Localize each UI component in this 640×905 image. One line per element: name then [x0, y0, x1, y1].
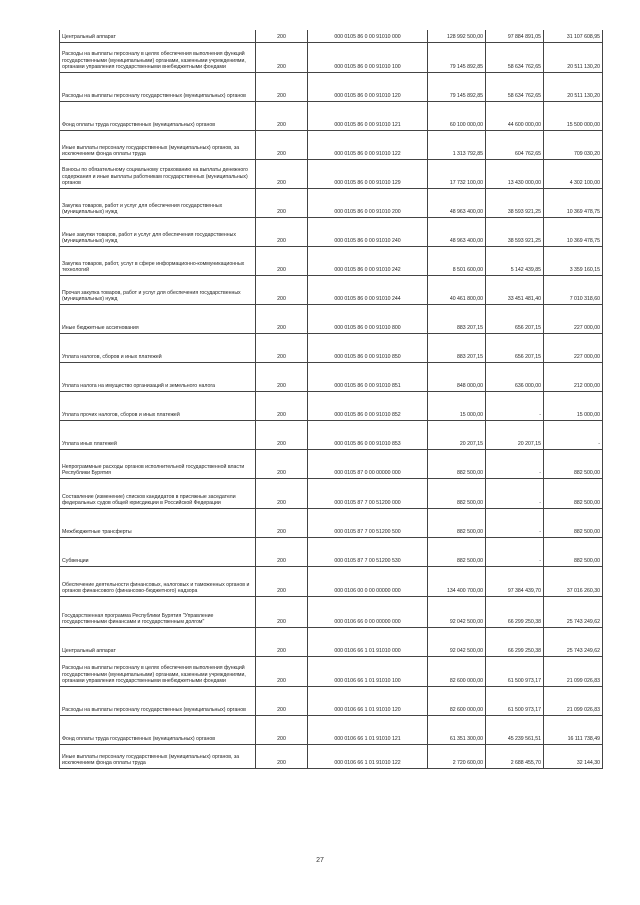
row-executed-amount-cell: 45 239 561,51 — [486, 715, 544, 744]
budget-execution-table — [59, 30, 603, 769]
row-name-cell: Субвенции — [60, 537, 256, 566]
row-classification-cell: 000 0105 86 0 00 91010 200 — [308, 188, 428, 217]
row-code-cell: 200 — [256, 449, 308, 478]
row-executed-amount-cell: - — [486, 391, 544, 420]
row-classification-cell: 000 0106 66 0 00 00000 000 — [308, 596, 428, 627]
row-unexecuted-amount-cell: 882 500,00 — [544, 537, 603, 566]
row-classification-cell: 000 0106 66 1 01 91010 120 — [308, 686, 428, 715]
row-executed-amount-cell: 20 207,15 — [486, 420, 544, 449]
table-row — [60, 596, 603, 627]
row-approved-amount-cell: 48 963 400,00 — [428, 188, 486, 217]
row-unexecuted-amount-cell: - — [544, 420, 603, 449]
row-executed-amount-cell: 604 762,65 — [486, 130, 544, 159]
row-name-cell: Государственная программа Республики Бурятия "Управление государственными финансами и государственным долгом" — [60, 596, 256, 627]
table-row — [60, 275, 603, 304]
row-code-cell: 200 — [256, 217, 308, 246]
row-name-cell: Обеспечение деятельности финансовых, налоговых и таможенных органов и органов финансового (финансово-бюджетного) надзора — [60, 566, 256, 596]
row-classification-cell: 000 0106 66 1 01 91010 121 — [308, 715, 428, 744]
row-executed-amount-cell: - — [486, 449, 544, 478]
row-classification-cell: 000 0105 87 7 00 51200 530 — [308, 537, 428, 566]
row-executed-amount-cell: 97 884 891,05 — [486, 30, 544, 42]
row-code-cell: 200 — [256, 656, 308, 686]
table-row — [60, 188, 603, 217]
row-classification-cell: 000 0105 86 0 00 91010 851 — [308, 362, 428, 391]
row-executed-amount-cell: 58 634 762,65 — [486, 72, 544, 101]
row-classification-cell: 000 0105 86 0 00 91010 800 — [308, 304, 428, 333]
row-classification-cell: 000 0105 86 0 00 91010 240 — [308, 217, 428, 246]
row-code-cell: 200 — [256, 101, 308, 130]
row-name-cell: Расходы на выплаты персоналу государственных (муниципальных) органов — [60, 72, 256, 101]
row-name-cell: Уплата иных платежей — [60, 420, 256, 449]
row-unexecuted-amount-cell: 21 099 026,83 — [544, 686, 603, 715]
row-approved-amount-cell: 61 351 300,00 — [428, 715, 486, 744]
row-approved-amount-cell: 2 720 600,00 — [428, 744, 486, 768]
row-unexecuted-amount-cell: 882 500,00 — [544, 508, 603, 537]
row-name-cell: Прочая закупка товаров, работ и услуг для обеспечения государственных (муниципальных) нужд — [60, 275, 256, 304]
row-classification-cell: 000 0105 86 0 00 91010 850 — [308, 333, 428, 362]
table-row — [60, 101, 603, 130]
row-unexecuted-amount-cell: 709 030,20 — [544, 130, 603, 159]
table-row — [60, 566, 603, 596]
row-approved-amount-cell: 134 400 700,00 — [428, 566, 486, 596]
row-classification-cell: 000 0106 00 0 00 00000 000 — [308, 566, 428, 596]
row-executed-amount-cell: - — [486, 537, 544, 566]
row-unexecuted-amount-cell: 15 500 000,00 — [544, 101, 603, 130]
row-code-cell: 200 — [256, 537, 308, 566]
row-classification-cell: 000 0106 66 1 01 91010 100 — [308, 656, 428, 686]
row-executed-amount-cell: 58 634 762,65 — [486, 42, 544, 72]
row-name-cell: Уплата налога на имущество организаций и земельного налога — [60, 362, 256, 391]
row-name-cell: Межбюджетные трансферты — [60, 508, 256, 537]
row-unexecuted-amount-cell: 227 000,00 — [544, 304, 603, 333]
row-approved-amount-cell: 15 000,00 — [428, 391, 486, 420]
row-approved-amount-cell: 848 000,00 — [428, 362, 486, 391]
row-executed-amount-cell: 44 600 000,00 — [486, 101, 544, 130]
table-row — [60, 627, 603, 656]
row-unexecuted-amount-cell: 31 107 608,95 — [544, 30, 603, 42]
row-classification-cell: 000 0106 66 1 01 91010 122 — [308, 744, 428, 768]
row-classification-cell: 000 0105 86 0 00 91010 244 — [308, 275, 428, 304]
row-classification-cell: 000 0106 66 1 01 91010 000 — [308, 627, 428, 656]
row-approved-amount-cell: 92 042 500,00 — [428, 627, 486, 656]
row-executed-amount-cell: 66 299 250,38 — [486, 627, 544, 656]
table-body — [60, 30, 603, 768]
row-executed-amount-cell: 656 207,15 — [486, 304, 544, 333]
row-executed-amount-cell: 33 451 481,40 — [486, 275, 544, 304]
row-executed-amount-cell: 656 207,15 — [486, 333, 544, 362]
row-classification-cell: 000 0105 86 0 00 91010 129 — [308, 159, 428, 188]
row-executed-amount-cell: 61 500 973,17 — [486, 686, 544, 715]
row-approved-amount-cell: 882 500,00 — [428, 449, 486, 478]
row-unexecuted-amount-cell: 10 369 478,75 — [544, 188, 603, 217]
table-row — [60, 508, 603, 537]
row-name-cell: Составление (изменение) списков кандидатов в присяжные заседатели федеральных судов общей юрисдикции в Российской Федерации — [60, 478, 256, 508]
row-unexecuted-amount-cell: 32 144,30 — [544, 744, 603, 768]
row-executed-amount-cell: 61 500 973,17 — [486, 656, 544, 686]
table-row — [60, 686, 603, 715]
row-unexecuted-amount-cell: 882 500,00 — [544, 449, 603, 478]
table-row — [60, 30, 603, 42]
table-row — [60, 159, 603, 188]
row-executed-amount-cell: - — [486, 478, 544, 508]
row-approved-amount-cell: 92 042 500,00 — [428, 596, 486, 627]
row-executed-amount-cell: 97 384 439,70 — [486, 566, 544, 596]
row-unexecuted-amount-cell: 212 000,00 — [544, 362, 603, 391]
table-row — [60, 715, 603, 744]
row-code-cell: 200 — [256, 42, 308, 72]
table-row — [60, 130, 603, 159]
row-code-cell: 200 — [256, 627, 308, 656]
row-code-cell: 200 — [256, 686, 308, 715]
row-classification-cell: 000 0105 87 0 00 00000 000 — [308, 449, 428, 478]
row-unexecuted-amount-cell: 15 000,00 — [544, 391, 603, 420]
row-name-cell: Центральный аппарат — [60, 627, 256, 656]
table-row — [60, 391, 603, 420]
row-name-cell: Расходы на выплаты персоналу государственных (муниципальных) органов — [60, 686, 256, 715]
row-code-cell: 200 — [256, 391, 308, 420]
row-name-cell: Фонд оплаты труда государственных (муниципальных) органов — [60, 101, 256, 130]
table-row — [60, 744, 603, 768]
table-row — [60, 478, 603, 508]
row-name-cell: Расходы на выплаты персоналу в целях обеспечения выполнения функций государственными (муниципальными) органами, казенными учреждениями, органами управления государственными внебюджетными фондами — [60, 656, 256, 686]
row-approved-amount-cell: 40 461 800,00 — [428, 275, 486, 304]
row-code-cell: 200 — [256, 333, 308, 362]
row-unexecuted-amount-cell: 25 743 249,62 — [544, 627, 603, 656]
row-name-cell: Закупка товаров, работ и услуг для обеспечения государственных (муниципальных) нужд — [60, 188, 256, 217]
row-executed-amount-cell: 13 430 000,00 — [486, 159, 544, 188]
row-unexecuted-amount-cell: 20 511 130,20 — [544, 42, 603, 72]
row-executed-amount-cell: 636 000,00 — [486, 362, 544, 391]
row-approved-amount-cell: 128 992 500,00 — [428, 30, 486, 42]
row-executed-amount-cell: 38 593 921,25 — [486, 188, 544, 217]
table-row — [60, 217, 603, 246]
table-row — [60, 333, 603, 362]
row-code-cell: 200 — [256, 420, 308, 449]
row-approved-amount-cell: 48 963 400,00 — [428, 217, 486, 246]
row-code-cell: 200 — [256, 566, 308, 596]
row-name-cell: Иные выплаты персоналу государственных (муниципальных) органов, за исключением фонда оплаты труда — [60, 130, 256, 159]
row-approved-amount-cell: 79 145 892,85 — [428, 42, 486, 72]
row-code-cell: 200 — [256, 72, 308, 101]
row-approved-amount-cell: 883 207,15 — [428, 333, 486, 362]
row-name-cell: Фонд оплаты труда государственных (муниципальных) органов — [60, 715, 256, 744]
row-approved-amount-cell: 882 500,00 — [428, 478, 486, 508]
row-classification-cell: 000 0105 86 0 00 91010 120 — [308, 72, 428, 101]
row-executed-amount-cell: 38 593 921,25 — [486, 217, 544, 246]
table-row — [60, 537, 603, 566]
row-classification-cell: 000 0105 86 0 00 91010 100 — [308, 42, 428, 72]
table-row — [60, 449, 603, 478]
row-executed-amount-cell: 5 142 439,85 — [486, 246, 544, 275]
row-approved-amount-cell: 882 500,00 — [428, 537, 486, 566]
row-classification-cell: 000 0105 86 0 00 91010 121 — [308, 101, 428, 130]
row-unexecuted-amount-cell: 37 016 260,30 — [544, 566, 603, 596]
row-name-cell: Уплата налогов, сборов и иных платежей — [60, 333, 256, 362]
page-number: 27 — [316, 857, 324, 864]
row-approved-amount-cell: 82 600 000,00 — [428, 656, 486, 686]
row-unexecuted-amount-cell: 25 743 249,62 — [544, 596, 603, 627]
row-code-cell: 200 — [256, 246, 308, 275]
row-unexecuted-amount-cell: 3 359 160,15 — [544, 246, 603, 275]
row-classification-cell: 000 0105 87 7 00 51200 500 — [308, 508, 428, 537]
row-code-cell: 200 — [256, 508, 308, 537]
row-code-cell: 200 — [256, 159, 308, 188]
row-code-cell: 200 — [256, 362, 308, 391]
row-classification-cell: 000 0105 87 7 00 51200 000 — [308, 478, 428, 508]
row-name-cell: Непрограммные расходы органов исполнительной государственной власти Республики Бурятия — [60, 449, 256, 478]
row-unexecuted-amount-cell: 7 010 318,60 — [544, 275, 603, 304]
row-name-cell: Иные выплаты персоналу государственных (муниципальных) органов, за исключением фонда оплаты труда — [60, 744, 256, 768]
row-code-cell: 200 — [256, 130, 308, 159]
row-name-cell: Уплата прочих налогов, сборов и иных платежей — [60, 391, 256, 420]
row-unexecuted-amount-cell: 4 302 100,00 — [544, 159, 603, 188]
table-row — [60, 420, 603, 449]
row-executed-amount-cell: 66 299 250,38 — [486, 596, 544, 627]
row-name-cell: Иные бюджетные ассигнования — [60, 304, 256, 333]
row-classification-cell: 000 0105 86 0 00 91010 242 — [308, 246, 428, 275]
row-approved-amount-cell: 60 100 000,00 — [428, 101, 486, 130]
row-code-cell: 200 — [256, 188, 308, 217]
row-code-cell: 200 — [256, 275, 308, 304]
row-classification-cell: 000 0105 86 0 00 91010 000 — [308, 30, 428, 42]
row-code-cell: 200 — [256, 596, 308, 627]
row-approved-amount-cell: 8 501 600,00 — [428, 246, 486, 275]
table-row — [60, 72, 603, 101]
row-approved-amount-cell: 20 207,15 — [428, 420, 486, 449]
row-code-cell: 200 — [256, 30, 308, 42]
row-code-cell: 200 — [256, 715, 308, 744]
row-executed-amount-cell: 2 688 455,70 — [486, 744, 544, 768]
row-classification-cell: 000 0105 86 0 00 91010 852 — [308, 391, 428, 420]
row-unexecuted-amount-cell: 10 369 478,75 — [544, 217, 603, 246]
row-name-cell: Расходы на выплаты персоналу в целях обеспечения выполнения функций государственными (муниципальными) органами, казенными учреждениями, органами управления государственными внебюджетными фондами — [60, 42, 256, 72]
row-unexecuted-amount-cell: 21 099 026,83 — [544, 656, 603, 686]
row-executed-amount-cell: - — [486, 508, 544, 537]
table-row — [60, 656, 603, 686]
row-name-cell: Центральный аппарат — [60, 30, 256, 42]
row-name-cell: Взносы по обязательному социальному страхованию на выплаты денежного содержания и иные выплаты работникам государственных (муниципальных) органов — [60, 159, 256, 188]
table-row — [60, 42, 603, 72]
table-row — [60, 246, 603, 275]
row-code-cell: 200 — [256, 744, 308, 768]
row-approved-amount-cell: 17 732 100,00 — [428, 159, 486, 188]
row-approved-amount-cell: 883 207,15 — [428, 304, 486, 333]
row-approved-amount-cell: 82 600 000,00 — [428, 686, 486, 715]
table-row — [60, 362, 603, 391]
row-approved-amount-cell: 79 145 892,85 — [428, 72, 486, 101]
row-name-cell: Закупка товаров, работ, услуг в сфере информационно-коммуникационных технологий — [60, 246, 256, 275]
row-code-cell: 200 — [256, 478, 308, 508]
table-row — [60, 304, 603, 333]
row-classification-cell: 000 0105 86 0 00 91010 122 — [308, 130, 428, 159]
row-unexecuted-amount-cell: 882 500,00 — [544, 478, 603, 508]
row-unexecuted-amount-cell: 227 000,00 — [544, 333, 603, 362]
row-approved-amount-cell: 1 313 792,85 — [428, 130, 486, 159]
row-unexecuted-amount-cell: 16 111 738,49 — [544, 715, 603, 744]
row-name-cell: Иные закупки товаров, работ и услуг для обеспечения государственных (муниципальных) нужд — [60, 217, 256, 246]
row-classification-cell: 000 0105 86 0 00 91010 853 — [308, 420, 428, 449]
row-approved-amount-cell: 882 500,00 — [428, 508, 486, 537]
row-unexecuted-amount-cell: 20 511 130,20 — [544, 72, 603, 101]
row-code-cell: 200 — [256, 304, 308, 333]
